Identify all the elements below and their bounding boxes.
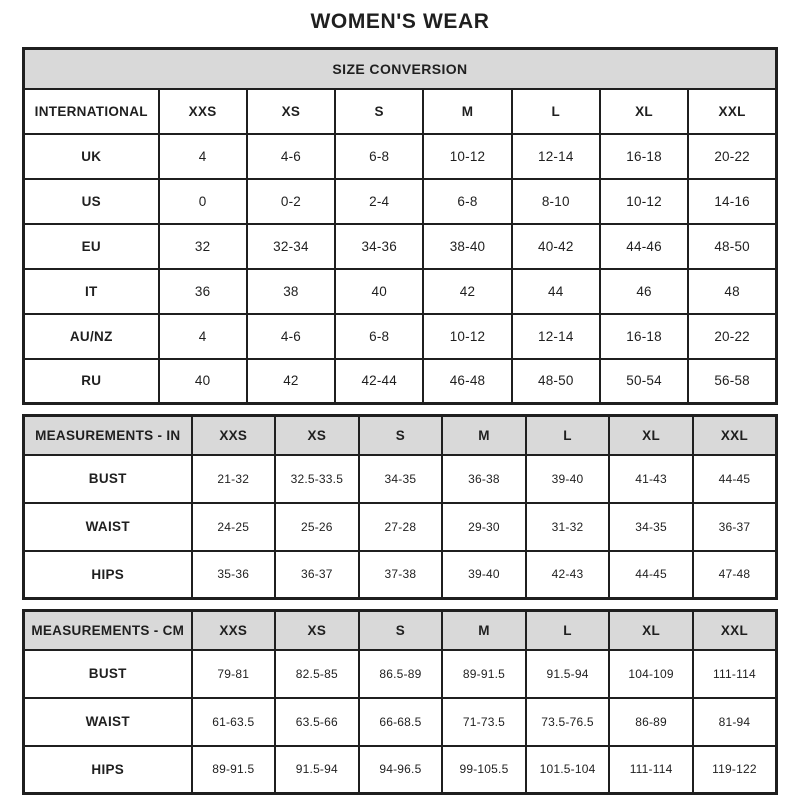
row-label: BUST xyxy=(24,650,192,698)
row-label: WAIST xyxy=(24,698,192,746)
column-header-xs: XS xyxy=(275,611,359,650)
table-row xyxy=(24,503,777,551)
cell-value: 24-25 xyxy=(192,503,276,551)
cell-value: 39-40 xyxy=(526,455,610,503)
column-header-l: L xyxy=(512,89,600,134)
cell-value: 41-43 xyxy=(609,455,693,503)
cell-value: 6-8 xyxy=(335,134,423,179)
cell-value: 36-38 xyxy=(442,455,526,503)
cell-value: 40-42 xyxy=(512,224,600,269)
cell-value: 42-44 xyxy=(335,359,423,404)
row-label: AU/NZ xyxy=(24,314,159,359)
column-header-m: M xyxy=(423,89,511,134)
column-header-s: S xyxy=(359,611,443,650)
cell-value: 40 xyxy=(159,359,247,404)
cell-value: 8-10 xyxy=(512,179,600,224)
cell-value: 4-6 xyxy=(247,314,335,359)
page-title: WOMEN'S WEAR xyxy=(310,10,490,33)
cell-value: 73.5-76.5 xyxy=(526,698,610,746)
cell-value: 25-26 xyxy=(275,503,359,551)
cell-value: 94-96.5 xyxy=(359,746,443,794)
cell-value: 48-50 xyxy=(688,224,776,269)
cell-value: 2-4 xyxy=(335,179,423,224)
row-label: BUST xyxy=(24,455,192,503)
cell-value: 71-73.5 xyxy=(442,698,526,746)
column-header-xl: XL xyxy=(600,89,688,134)
cell-value: 89-91.5 xyxy=(442,650,526,698)
cell-value: 0-2 xyxy=(247,179,335,224)
cell-value: 101.5-104 xyxy=(526,746,610,794)
column-header-xs: XS xyxy=(275,416,359,455)
cell-value: 66-68.5 xyxy=(359,698,443,746)
column-header-row xyxy=(24,89,777,134)
cell-value: 36 xyxy=(159,269,247,314)
row-label: HIPS xyxy=(24,746,192,794)
column-header-xl: XL xyxy=(609,416,693,455)
row-label: EU xyxy=(24,224,159,269)
cell-value: 6-8 xyxy=(335,314,423,359)
cell-value: 44-45 xyxy=(693,455,777,503)
cell-value: 42 xyxy=(423,269,511,314)
cell-value: 63.5-66 xyxy=(275,698,359,746)
cell-value: 14-16 xyxy=(688,179,776,224)
column-header-xxl: XXL xyxy=(688,89,776,134)
cell-value: 32 xyxy=(159,224,247,269)
table-row xyxy=(24,359,777,404)
cell-value: 31-32 xyxy=(526,503,610,551)
cell-value: 39-40 xyxy=(442,551,526,599)
cell-value: 48 xyxy=(688,269,776,314)
cell-value: 20-22 xyxy=(688,314,776,359)
cell-value: 47-48 xyxy=(693,551,777,599)
cell-value: 46 xyxy=(600,269,688,314)
table-row xyxy=(24,224,777,269)
column-header-m: M xyxy=(442,611,526,650)
cell-value: 36-37 xyxy=(275,551,359,599)
table-row xyxy=(24,179,777,224)
cell-value: 61-63.5 xyxy=(192,698,276,746)
cell-value: 44-46 xyxy=(600,224,688,269)
column-header-s: S xyxy=(335,89,423,134)
cell-value: 4 xyxy=(159,314,247,359)
cell-value: 89-91.5 xyxy=(192,746,276,794)
table-row xyxy=(24,698,777,746)
cell-value: 37-38 xyxy=(359,551,443,599)
row-label: IT xyxy=(24,269,159,314)
cell-value: 99-105.5 xyxy=(442,746,526,794)
cell-value: 34-35 xyxy=(609,503,693,551)
cell-value: 104-109 xyxy=(609,650,693,698)
table-row xyxy=(24,746,777,794)
column-header-l: L xyxy=(526,611,610,650)
size-conversion-table xyxy=(22,47,778,405)
cell-value: 38 xyxy=(247,269,335,314)
column-header-l: L xyxy=(526,416,610,455)
cell-value: 86.5-89 xyxy=(359,650,443,698)
column-header-xxs: XXS xyxy=(159,89,247,134)
column-header-xxs: XXS xyxy=(192,416,276,455)
column-header-s: S xyxy=(359,416,443,455)
measurements-cm-table xyxy=(22,609,778,795)
table-row xyxy=(24,134,777,179)
cell-value: 42 xyxy=(247,359,335,404)
cell-value: 111-114 xyxy=(693,650,777,698)
cell-value: 79-81 xyxy=(192,650,276,698)
column-header-xl: XL xyxy=(609,611,693,650)
cell-value: 21-32 xyxy=(192,455,276,503)
column-header-xxl: XXL xyxy=(693,611,777,650)
cell-value: 0 xyxy=(159,179,247,224)
cell-value: 10-12 xyxy=(423,134,511,179)
column-header-xxl: XXL xyxy=(693,416,777,455)
cell-value: 86-89 xyxy=(609,698,693,746)
row-label: WAIST xyxy=(24,503,192,551)
cell-value: 48-50 xyxy=(512,359,600,404)
cell-value: 10-12 xyxy=(423,314,511,359)
table-row xyxy=(24,455,777,503)
cell-value: 36-37 xyxy=(693,503,777,551)
cell-value: 16-18 xyxy=(600,134,688,179)
row-label: UK xyxy=(24,134,159,179)
column-header-row xyxy=(24,611,777,650)
cell-value: 10-12 xyxy=(600,179,688,224)
cell-value: 6-8 xyxy=(423,179,511,224)
cell-value: 16-18 xyxy=(600,314,688,359)
cell-value: 40 xyxy=(335,269,423,314)
cell-value: 119-122 xyxy=(693,746,777,794)
column-header-xxs: XXS xyxy=(192,611,276,650)
cell-value: 32.5-33.5 xyxy=(275,455,359,503)
row-label: HIPS xyxy=(24,551,192,599)
column-header-m: M xyxy=(442,416,526,455)
measurements-in-table xyxy=(22,414,778,600)
size-conversion-title: SIZE CONVERSION xyxy=(24,49,777,89)
cell-value: 81-94 xyxy=(693,698,777,746)
cell-value: 34-36 xyxy=(335,224,423,269)
table-row xyxy=(24,314,777,359)
row-label: RU xyxy=(24,359,159,404)
measurements-cm-title: MEASUREMENTS - CM xyxy=(24,611,192,650)
cell-value: 91.5-94 xyxy=(275,746,359,794)
cell-value: 111-114 xyxy=(609,746,693,794)
cell-value: 12-14 xyxy=(512,314,600,359)
measurements-in-title: MEASUREMENTS - IN xyxy=(24,416,192,455)
cell-value: 4 xyxy=(159,134,247,179)
table-row xyxy=(24,650,777,698)
cell-value: 50-54 xyxy=(600,359,688,404)
cell-value: 38-40 xyxy=(423,224,511,269)
column-header-row xyxy=(24,416,777,455)
cell-value: 4-6 xyxy=(247,134,335,179)
cell-value: 35-36 xyxy=(192,551,276,599)
column-header-xs: XS xyxy=(247,89,335,134)
cell-value: 20-22 xyxy=(688,134,776,179)
table-row xyxy=(24,551,777,599)
cell-value: 56-58 xyxy=(688,359,776,404)
cell-value: 42-43 xyxy=(526,551,610,599)
cell-value: 34-35 xyxy=(359,455,443,503)
cell-value: 27-28 xyxy=(359,503,443,551)
cell-value: 46-48 xyxy=(423,359,511,404)
cell-value: 12-14 xyxy=(512,134,600,179)
row-label: US xyxy=(24,179,159,224)
table-row xyxy=(24,269,777,314)
cell-value: 44-45 xyxy=(609,551,693,599)
cell-value: 91.5-94 xyxy=(526,650,610,698)
table-title-row xyxy=(24,49,777,89)
cell-value: 29-30 xyxy=(442,503,526,551)
column-header-international: INTERNATIONAL xyxy=(24,89,159,134)
cell-value: 32-34 xyxy=(247,224,335,269)
cell-value: 44 xyxy=(512,269,600,314)
cell-value: 82.5-85 xyxy=(275,650,359,698)
